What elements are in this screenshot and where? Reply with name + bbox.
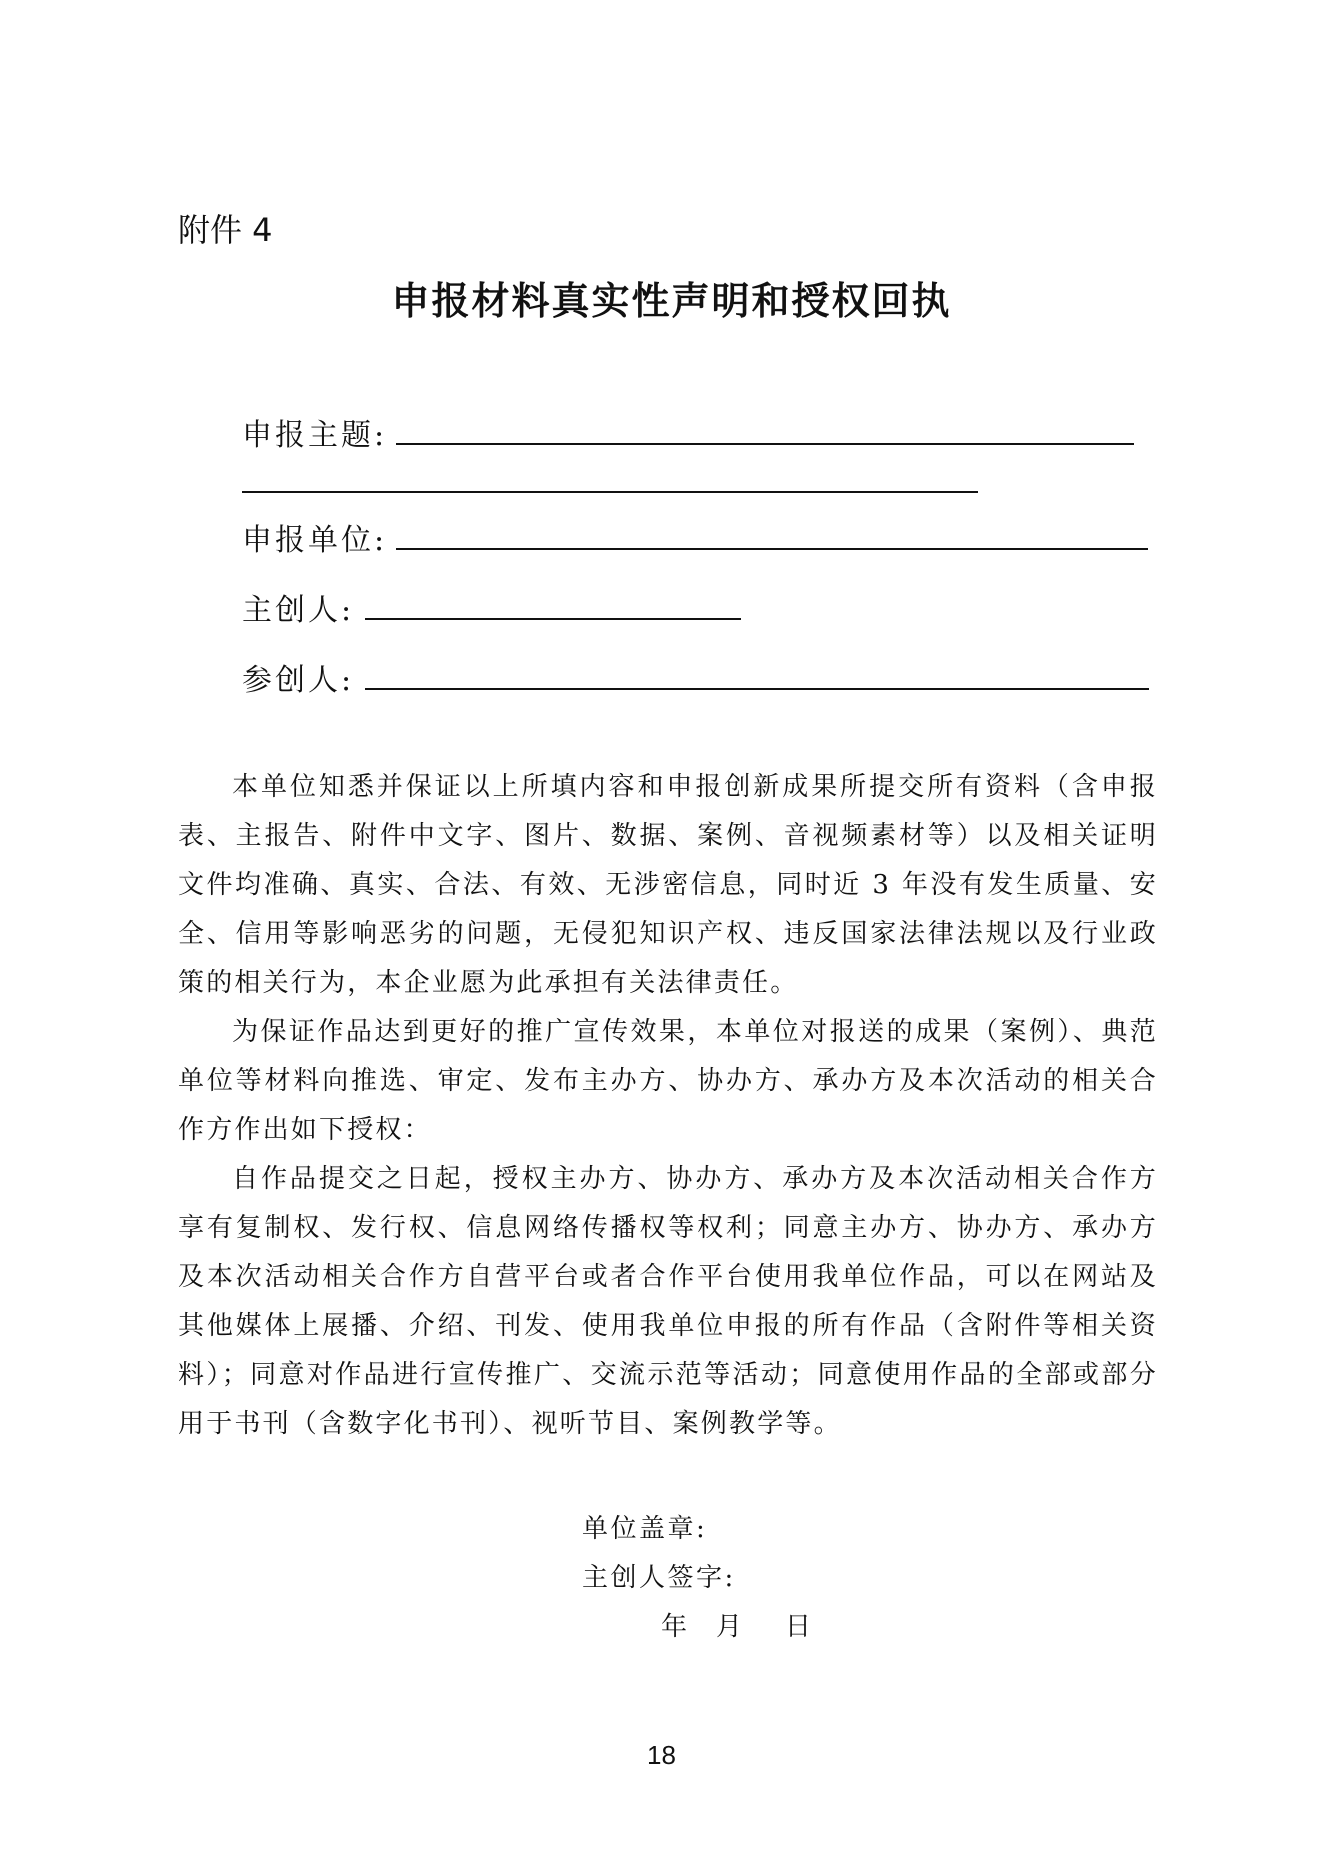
date-day-label: 日 [785,1612,814,1642]
lead-creator-input-line[interactable] [365,618,741,620]
unit-input-line[interactable] [396,548,1148,550]
theme-label: 申报主题: [242,418,388,453]
attachment-label: 附件 4 [178,211,273,249]
authorization-intro-paragraph: 为保证作品达到更好的推广宣传效果，本单位对报送的成果（案例）、典范单位等材料向推选、审定、发布主办方、协办方、承办方及本次活动的相关合作方作出如下授权： [178,1017,1158,1145]
theme-input-line-2[interactable] [242,491,978,493]
authorization-terms-paragraph: 自作品提交之日起，授权主办方、协办方、承办方及本次活动相关合作方享有复制权、发行权、信息网络传播权等权利；同意主办方、协办方、承办方及本次活动相关合作方自营平台或者合作平台使用我单位作品，可以在网站及其他媒体上展播、介绍、刊发、使用我单位申报的所有作品（含附件等相关资料）；同意对作品进行宣传推广、交流示范等活动；同意使用作品的全部或部分用于书刊（含数字化书刊）、视听节目、案例教学等。 [178,1164,1158,1439]
lead-creator-label: 主创人: [242,593,355,628]
date-year-label: 年 [661,1612,690,1642]
date-month-label: 月 [716,1612,745,1642]
page-title: 申报材料真实性声明和授权回执 [391,279,952,323]
co-creator-label: 参创人: [242,663,355,698]
co-creator-input-line[interactable] [365,688,1149,690]
seal-label: 单位盖章: [582,1514,708,1544]
page-number: 18 [647,1740,676,1770]
signature-label: 主创人签字: [582,1563,736,1593]
unit-label: 申报单位: [242,523,388,558]
theme-input-line[interactable] [396,443,1134,445]
declaration-paragraph: 本单位知悉并保证以上所填内容和申报创新成果所提交所有资料（含申报表、主报告、附件中文字、图片、数据、案例、音视频素材等）以及相关证明文件均准确、真实、合法、有效、无涉密信息，同时近 3 年没有发生质量、安全、信用等影响恶劣的问题，无侵犯知识产权、违反国家法律法规以及行业政策的相关行为，本企业愿为此承担有关法律责任。 [178,772,1158,998]
